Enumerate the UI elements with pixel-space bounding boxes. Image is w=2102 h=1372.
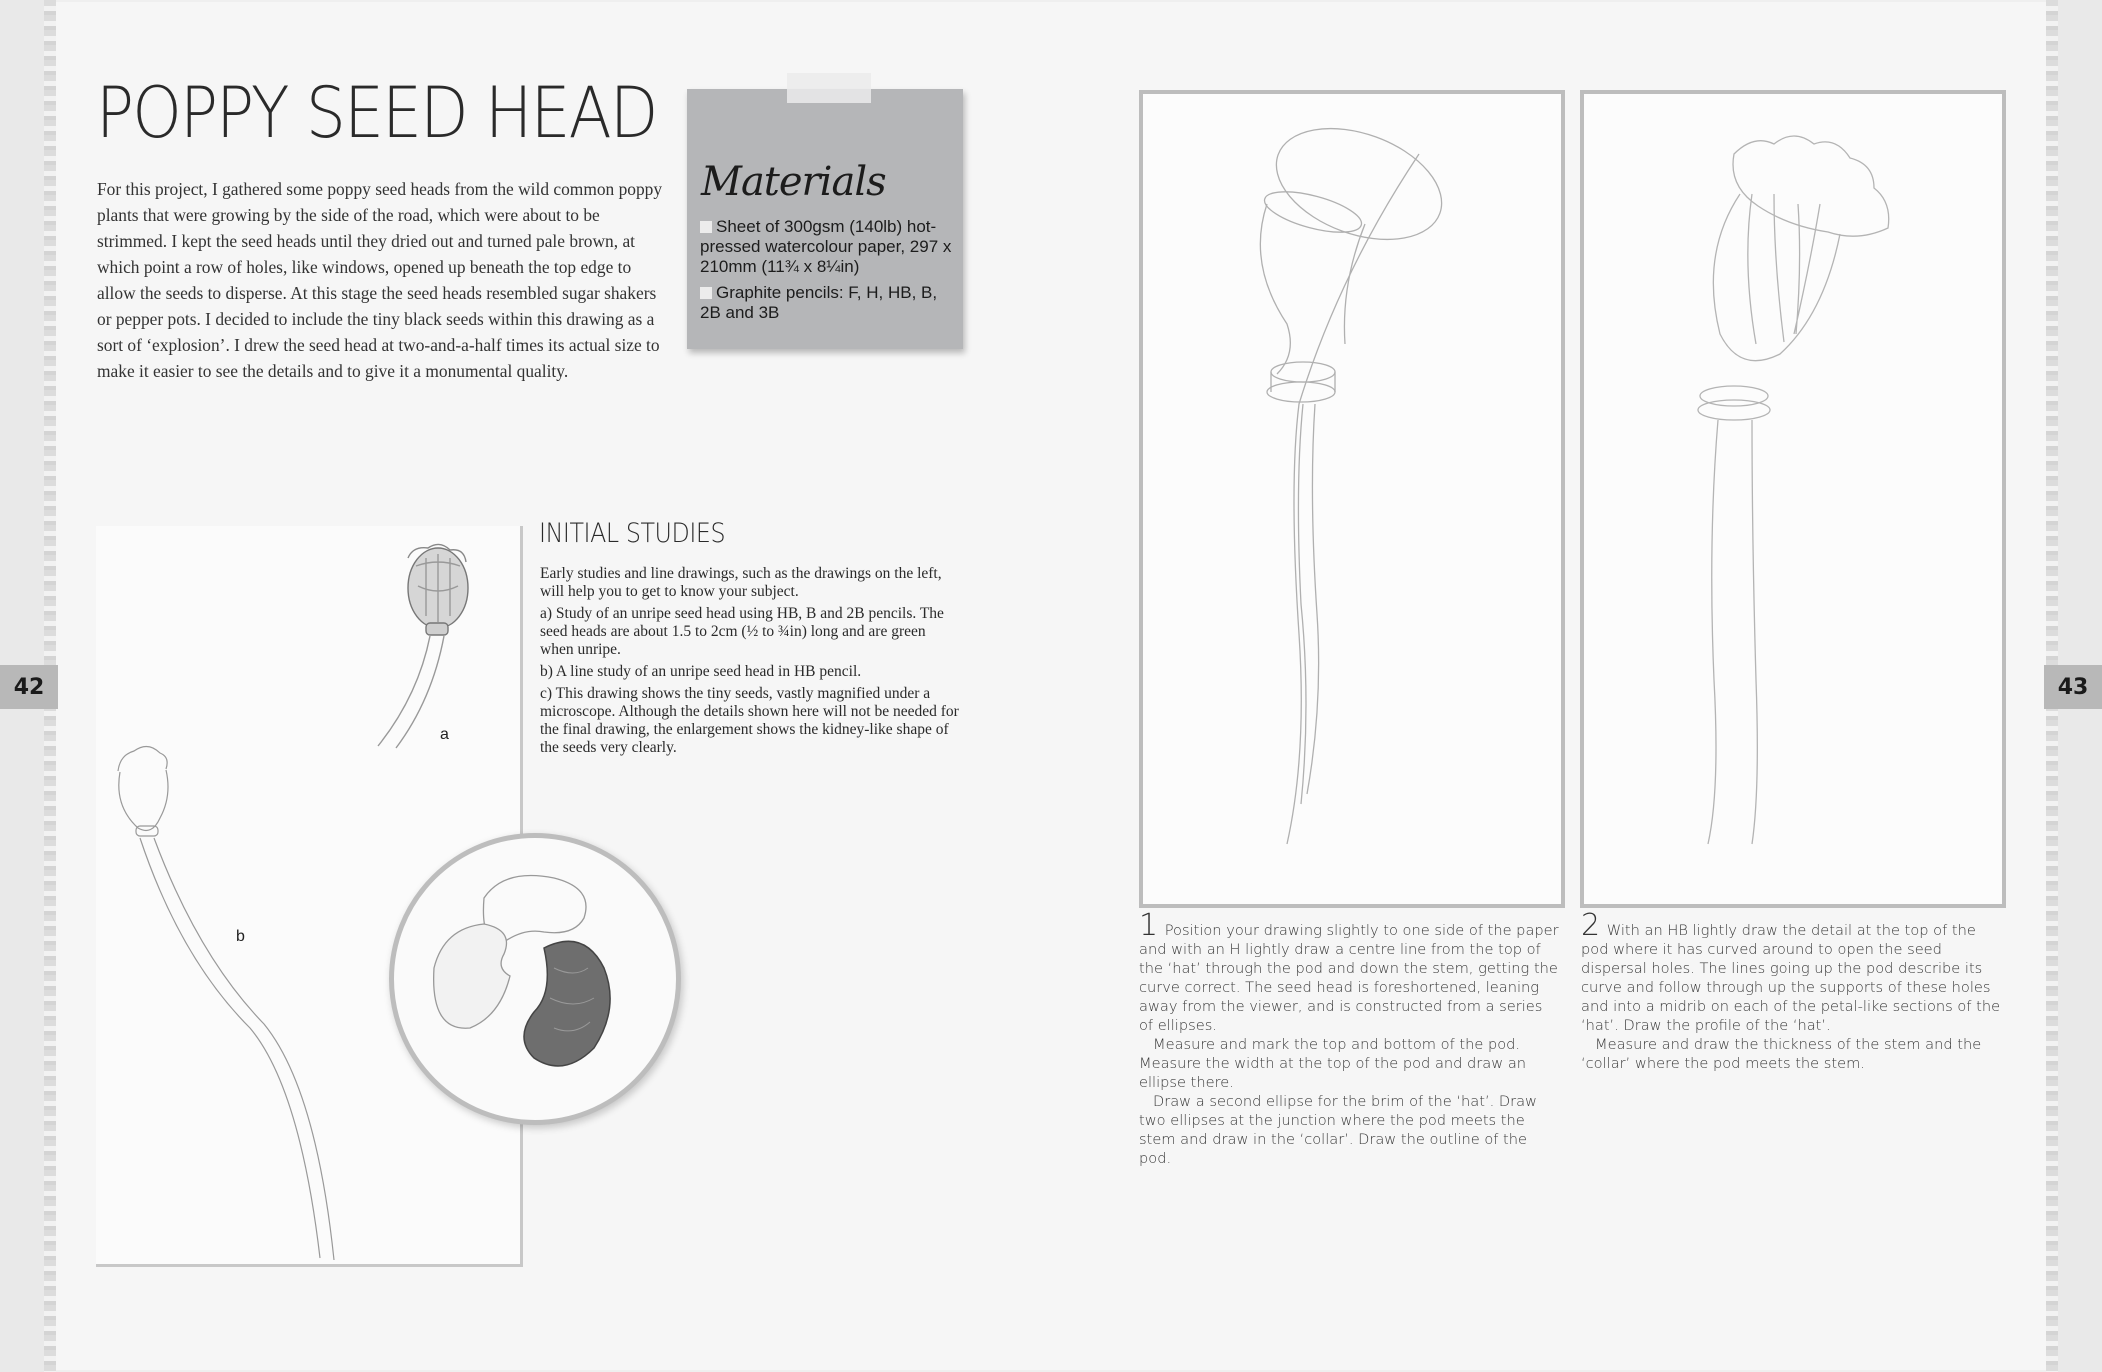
step-1-number: 1 [1139,908,1159,943]
bullet-square-icon [700,287,712,299]
step-2-paragraph [1581,908,2001,1035]
materials-item-text: Graphite pencils: F, H, HB, B, 2B and 3B [700,283,938,322]
initial-studies-text [540,565,962,761]
step-1-construction-sketch [1143,94,1561,904]
studies-paragraph: c) This drawing shows the tiny seeds, vastly magnified under a microscope. Although the details shown here will not be needed for the final drawing, the enlargement shows the kidney-like shape of the seeds very clearly. [540,685,959,756]
sketch-a-unripe-seed-head [378,544,468,748]
page-title: POPPY SEED HEAD [96,72,657,154]
studies-paragraph: b) A line study of an unripe seed head in HB pencil. [540,663,862,680]
magnified-seeds-illustration [394,838,676,1120]
figure-label-b: b [236,928,245,945]
intro-paragraph: For this project, I gathered some poppy seed heads from the wild common poppy plants that were growing by the side of the road, which were about to be strimmed. I kept the seed heads until they dried out and turned pale brown, at which point a row of holes, like windows, opened up beneath the top edge to allow the seeds to disperse. At this stage the seed heads resembled sugar shakers or pepper pots. I decided to include the tiny black seeds within this drawing as a sort of ‘explosion’. I drew the seed head at two-and-a-half times its actual size to make it easier to see the details and to give it a monumental quality. [97,179,663,381]
step-2-paragraph-text: With an HB lightly draw the detail at the top of the pod where it has curved around to open the seed dispersal holes. The lines going up the pod describe its curve and follow through up the supports of these holes and into a midrib on each of the petal-like sections of the ‘hat’. Draw the profile of the ‘hat’. [1581,922,2001,1034]
step-1-drawing-frame [1139,90,1565,908]
initial-studies-heading: INITIAL STUDIES [539,518,726,549]
magnified-seeds-circle [389,833,681,1125]
step-1-paragraph-text: Position your drawing slightly to one side of the paper and with an H lightly draw a centre line from the top of the ‘hat’ through the pod and down the stem, getting the curve correct. The seed head is foreshortened, leaning away from the viewer, and is constructed from a series of ellipses. [1139,922,1559,1034]
tape-strip [787,73,871,103]
studies-paragraph: Early studies and line drawings, such as the drawings on the left, will help you to get to know your subject. [540,565,942,600]
step-1-paragraph: Draw a second ellipse for the brim of the ‘hat’. Draw two ellipses at the junction where the pod meets the stem and draw in the ‘collar’. Draw the outline of the pod. [1139,1093,1537,1167]
page-number-right: 43 [2044,665,2102,709]
materials-item-text: Sheet of 300gsm (140lb) hot-pressed watercolour paper, 297 x 210mm (11¾ x 8¼in) [700,217,952,276]
step-2-detail-sketch [1584,94,2002,904]
step-2-paragraph: Measure and draw the thickness of the stem and the ‘collar’ where the pod meets the stem. [1581,1036,1982,1072]
step-1-paragraph [1139,908,1559,1035]
step-2-instructions [1581,908,2001,1073]
materials-list [700,217,956,329]
step-2-number: 2 [1581,908,1601,943]
materials-note [687,89,963,349]
sketch-b-line-study [118,746,334,1260]
figure-label-a: a [440,726,449,743]
studies-paragraph: a) Study of an unripe seed head using HB, B and 2B pencils. The seed heads are about 1.5 to 2cm (½ to ¾in) long and are green when unripe. [540,605,944,658]
step-2-drawing-frame [1580,90,2006,908]
materials-item [700,217,956,277]
step-1-paragraph: Measure and mark the top and bottom of the pod. Measure the width at the top of the pod and draw an ellipse there. [1139,1036,1527,1091]
page-number-left: 42 [0,665,58,709]
materials-heading: Materials [701,159,886,205]
step-1-instructions [1139,908,1559,1168]
materials-item [700,283,956,323]
bullet-square-icon [700,221,712,233]
